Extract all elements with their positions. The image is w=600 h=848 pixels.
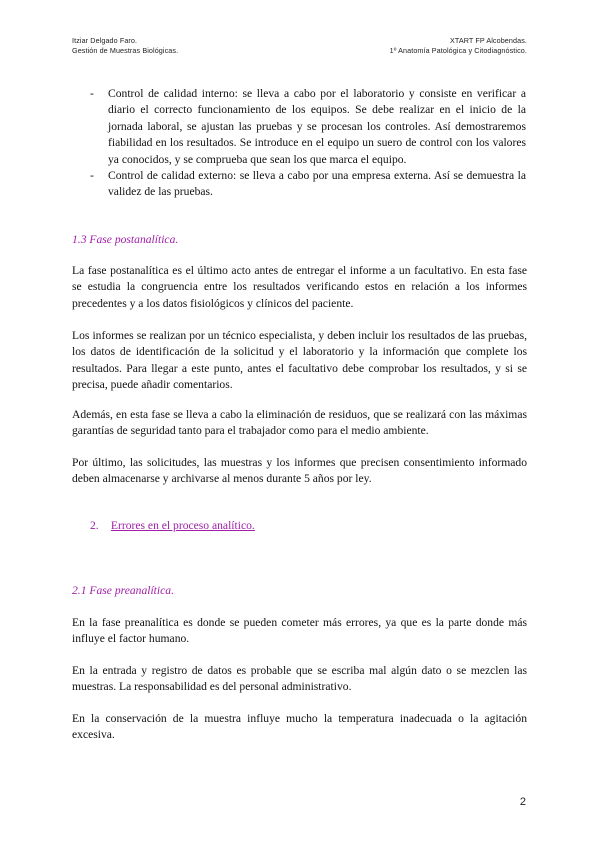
paragraph: Por último, las solicitudes, las muestras y los informes que precisen consentimiento informado deben almacenarse y archivarse al menos durante 5 años por ley. — [72, 456, 527, 486]
bullet-dash: - — [90, 87, 94, 100]
header-right — [390, 36, 527, 56]
header-left — [72, 36, 178, 56]
list-item-text: Control de calidad externo: se lleva a cabo por una empresa externa. Así se demuestra la validez de las pruebas. — [108, 169, 526, 199]
author-name: Itziar Delgado Faro. — [72, 36, 138, 45]
paragraph: La fase postanalítica es el último acto antes de entregar el informe a un facultativo. En esta fase se estudia la congruencia entre los resultados verificando estos en relación a los informes precedentes y a los datos fisiológicos y clínicos del paciente. — [72, 264, 527, 310]
page-number: 2 — [519, 796, 526, 808]
paragraph: Los informes se realizan por un técnico especialista, y deben incluir los resultados de las pruebas, los datos de identificación de la solicitud y el laboratorio y la información que complete los resultados. Para llegar a este punto, antes el facultativo debe comprobar los resultados, y si se precisa, puede añadir comentarios. — [72, 329, 527, 392]
paragraph: Además, en esta fase se lleva a cabo la eliminación de residuos, que se realizará con las máximas garantías de seguridad tanto para el trabajador como para el medio ambiente. — [72, 408, 527, 438]
course-name: Gestión de Muestras Biológicas. — [72, 46, 179, 55]
bullet-dash: - — [90, 169, 94, 183]
paragraph: En la entrada y registro de datos es probable que se escriba mal algún dato o se mezclen las muestras. La responsabilidad es del personal administrativo. — [72, 664, 527, 694]
section-number: 2. — [90, 519, 99, 532]
section-link-errors[interactable]: Errores en el proceso analítico. — [110, 519, 255, 532]
section-heading-preanalytic: 2.1 Fase preanalítica. — [72, 584, 174, 597]
paragraph: En la fase preanalítica es donde se pueden cometer más errores, ya que es la parte donde más influye el factor humano. — [72, 616, 527, 646]
section-heading-postanalytic: 1.3 Fase postanalítica. — [72, 233, 179, 246]
list-item-text: Control de calidad interno: se lleva a cabo por el laboratorio y consiste en verificar a diario el correcto funcionamiento de los equipos. Se debe realizar en el inicio de la jornada laboral, se ajustan las pruebas y se procesan los controles. Así demostraremos fiabilidad en los resultados. Se introduce en el equipo un suero de control con los valores ya conocidos, y se comprueba que sean los que marca el equipo. — [108, 87, 526, 166]
list-item — [90, 86, 526, 168]
quality-control-list — [90, 86, 526, 201]
paragraph: En la conservación de la muestra influye mucho la temperatura inadecuada o la agitación excesiva. — [72, 712, 527, 742]
section-heading-errors — [90, 519, 255, 532]
school-name: XTART FP Alcobendas. — [450, 36, 527, 45]
program-name: 1º Anatomía Patológica y Citodiagnóstico. — [389, 46, 527, 55]
list-item — [90, 168, 526, 201]
